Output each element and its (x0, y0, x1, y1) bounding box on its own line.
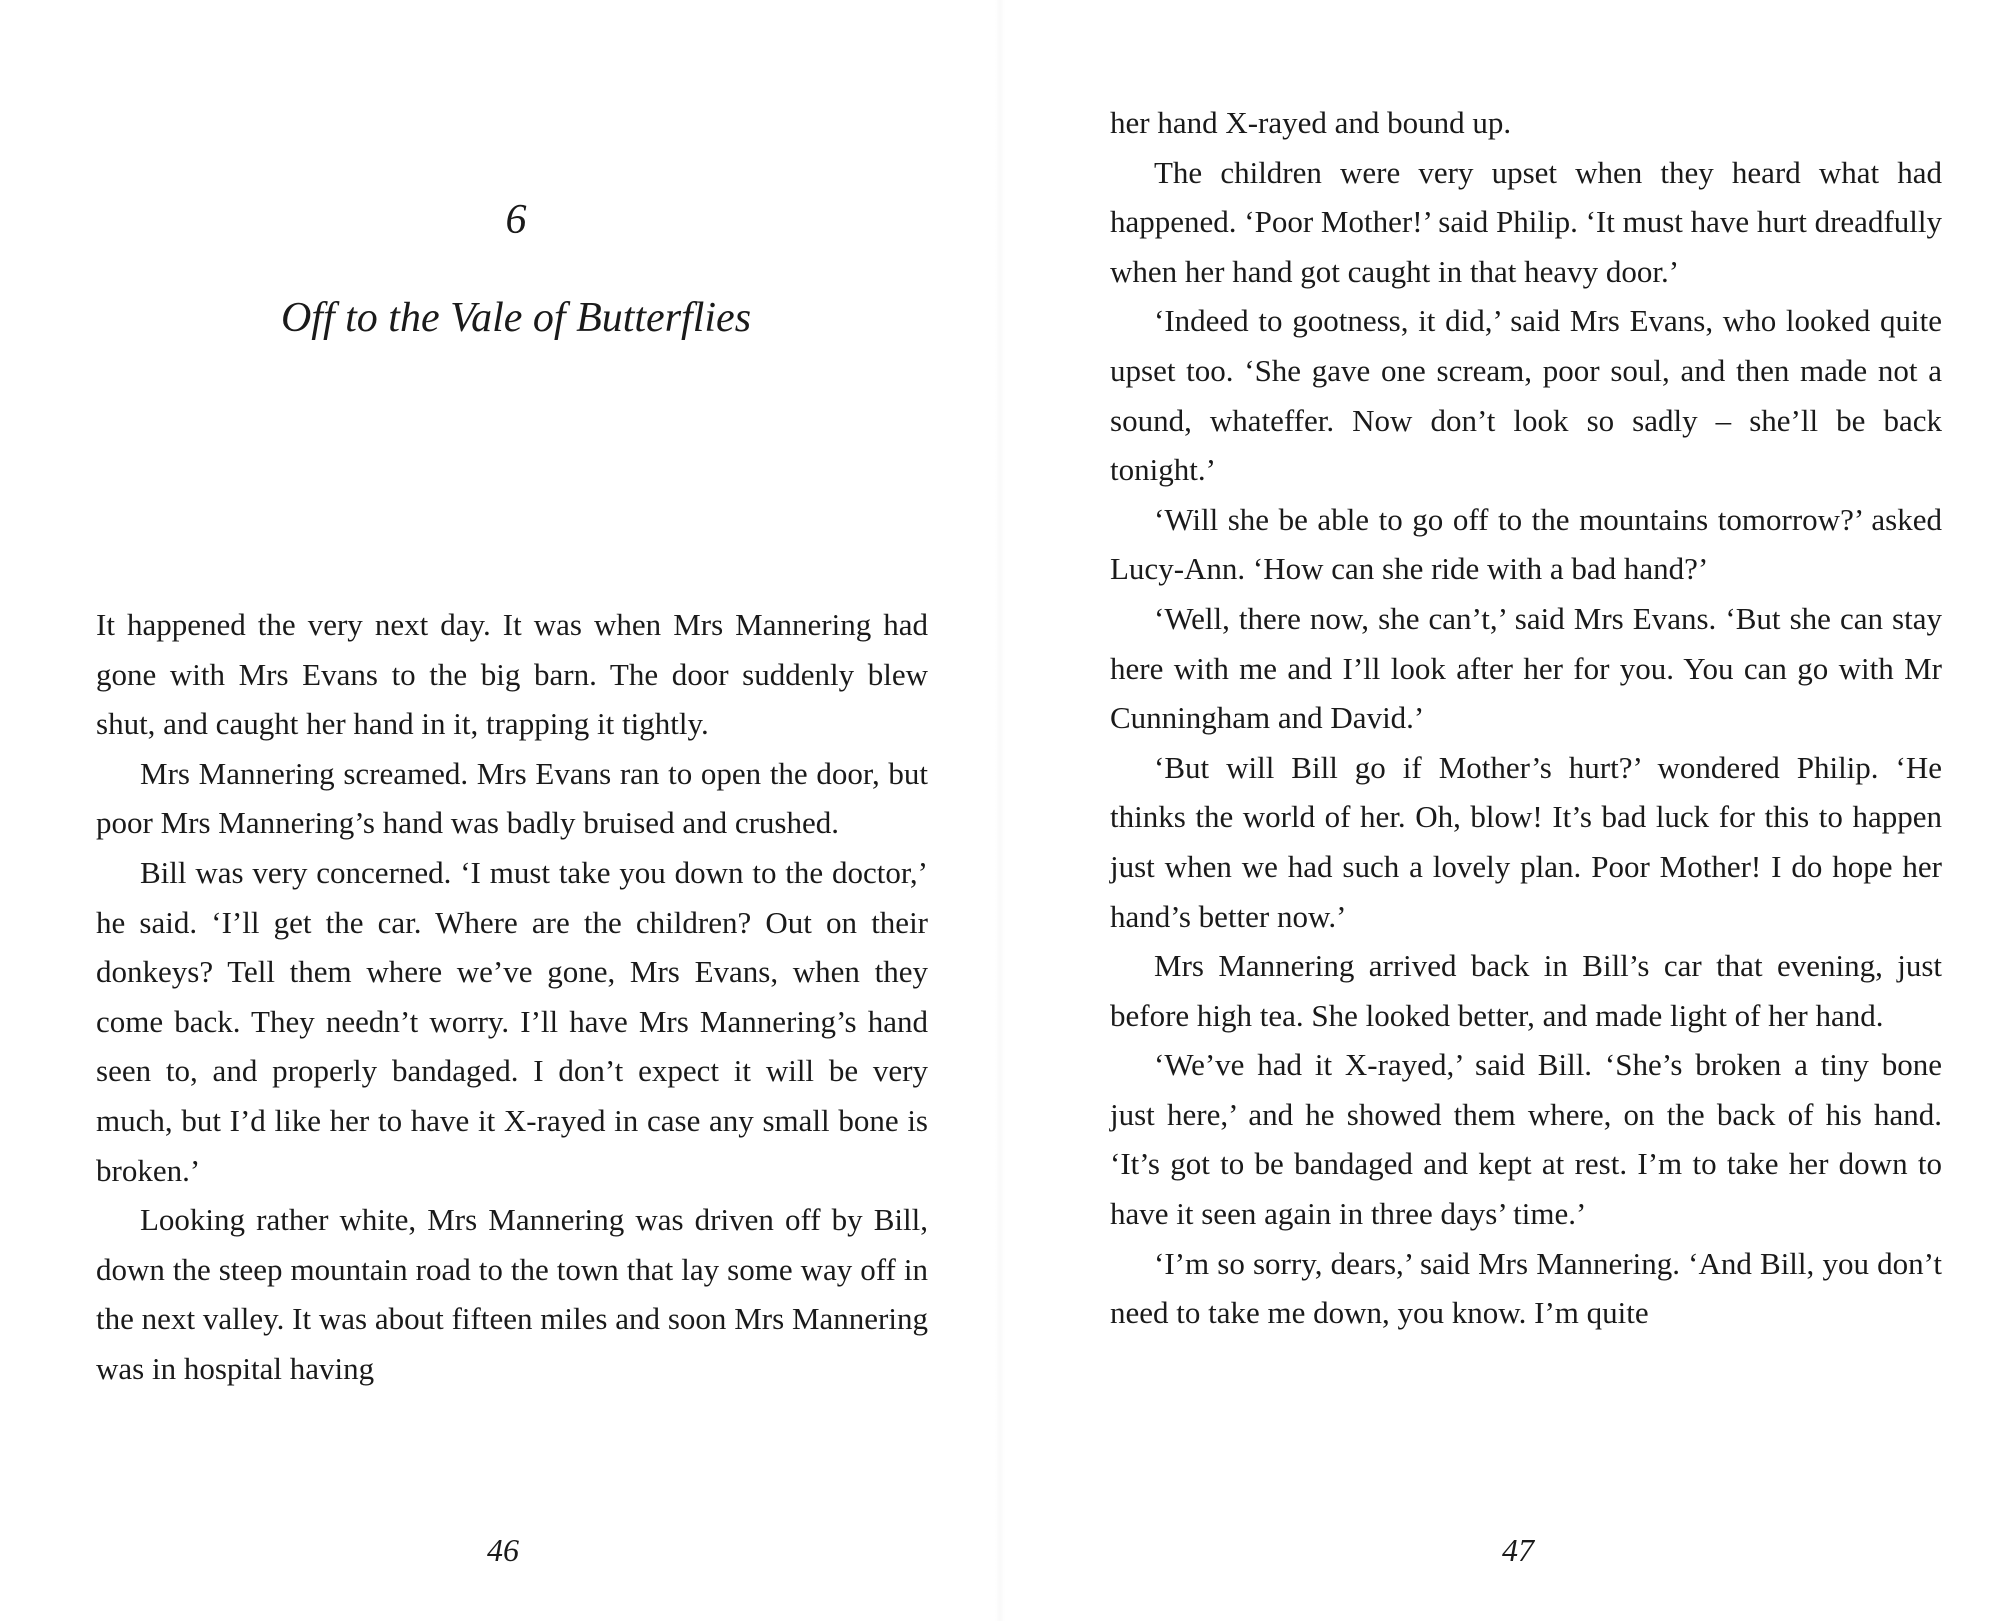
paragraph: ‘Will she be able to go off to the mountains tomorrow?’ asked Lucy-Ann. ‘How can she ride with a bad hand?’ (1110, 501, 1942, 587)
paragraph: ‘We’ve had it X-rayed,’ said Bill. ‘She’s broken a tiny bone just here,’ and he showed them where, on the back of his hand. ‘It’s got to be bandaged and kept at rest. I’m to take her down to have it seen again in three days’ time.’ (1110, 1047, 1942, 1232)
left-page-body (96, 600, 928, 1394)
right-page (1110, 0, 1942, 1621)
paragraph: ‘Well, there now, she can’t,’ said Mrs Evans. ‘But she can stay here with me and I’ll look after her for you. You can go with Mr Cunningham and David.’ (1110, 600, 1942, 736)
paragraph: ‘But will Bill go if Mother’s hurt?’ wondered Philip. ‘He thinks the world of her. Oh, blow! It’s bad luck for this to happen just when we had such a lovely plan. Poor Mother! I do hope her hand’s better now.’ (1110, 749, 1942, 934)
paragraph: her hand X-rayed and bound up. (1110, 105, 1512, 140)
left-page (96, 0, 928, 1621)
page-number-left: 46 (487, 1532, 519, 1568)
page-number-right: 47 (1502, 1532, 1534, 1568)
paragraph: Looking rather white, Mrs Mannering was driven off by Bill, down the steep mountain road to the town that lay some way off in the next valley. It was about fifteen miles and soon Mrs Mannering was in hospital having (96, 1202, 928, 1386)
paragraph: Bill was very concerned. ‘I must take you down to the doctor,’ he said. ‘I’ll get the car. Where are the children? Out on their donkeys? Tell them where we’ve gone, Mrs Evans, when they come back. They needn’t worry. I’ll have Mrs Mannering’s hand seen to, and properly bandaged. I don’t expect it will be very much, but I’d like her to have it X-rayed in case any small bone is broken.’ (96, 854, 928, 1188)
page-gutter (995, 0, 1005, 1621)
paragraph: Mrs Mannering arrived back in Bill’s car that evening, just before high tea. She looked better, and made light of her hand. (1110, 948, 1942, 1033)
chapter-number: 6 (505, 197, 527, 243)
paragraph: Mrs Mannering screamed. Mrs Evans ran to open the door, but poor Mrs Mannering’s hand was badly bruised and crushed. (96, 755, 928, 841)
paragraph: The children were very upset when they heard what had happened. ‘Poor Mother!’ said Philip. ‘It must have hurt dreadfully when her hand got caught in that heavy door.’ (1110, 154, 1942, 289)
paragraph: It happened the very next day. It was when Mrs Mannering had gone with Mrs Evans to the big barn. The door suddenly blew shut, and caught her hand in it, trapping it tightly. (96, 607, 928, 742)
paragraph: ‘I’m so sorry, dears,’ said Mrs Mannering. ‘And Bill, you don’t need to take me down, you know. I’m quite (1110, 1245, 1942, 1331)
chapter-title: Off to the Vale of Butterflies (280, 295, 752, 341)
paragraph: ‘Indeed to gootness, it did,’ said Mrs Evans, who looked quite upset too. ‘She gave one scream, poor soul, and then made not a sound, whateffer. Now don’t look so sadly – she’ll be back tonight.’ (1110, 303, 1942, 488)
right-page-body (1110, 98, 1942, 1338)
